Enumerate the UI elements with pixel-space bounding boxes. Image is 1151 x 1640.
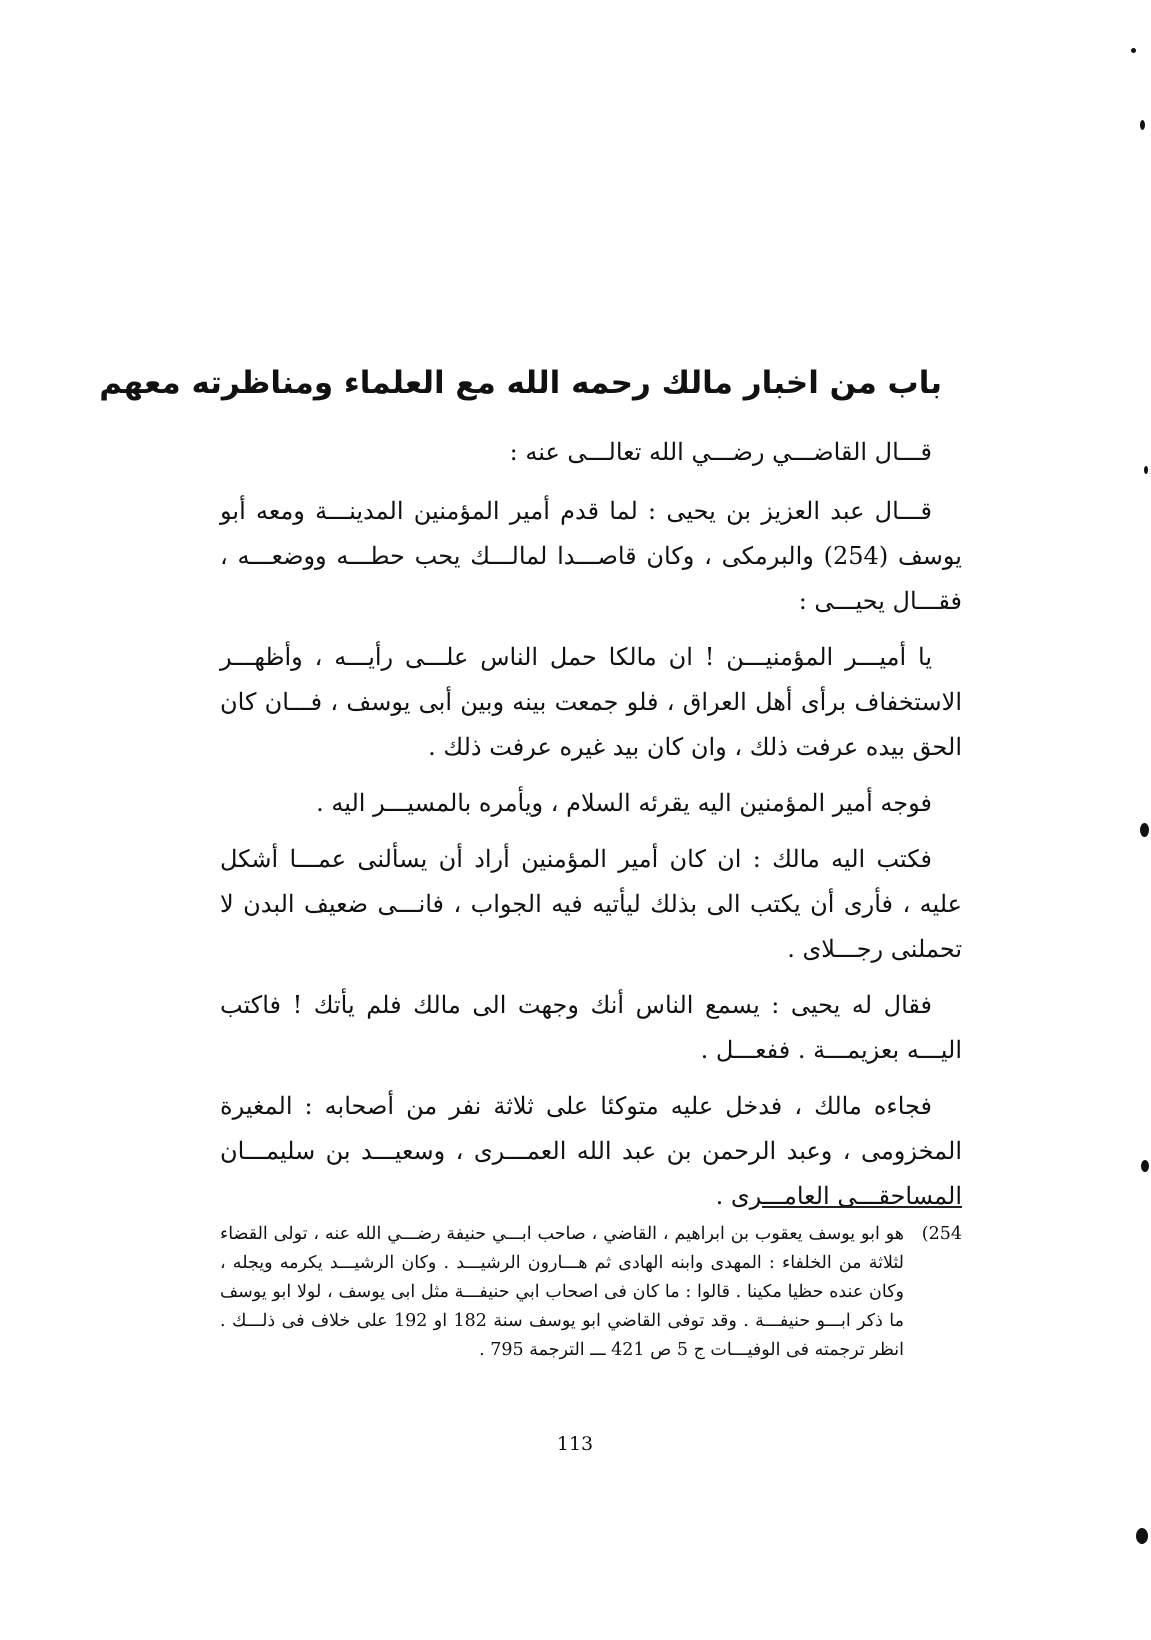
paragraph: يا أميـــر المؤمنيـــن ! ان مالكا حمل الناس علـــى رأيـــه ، وأظهـــر الاستخفاف برأى أهل العراق ، فلو جمعت بينه وبين أبى يوسف ، فـــان كان الحق بيده عرفت ذلك ، وان كان بيد غيره عرفت ذلك . [220, 643, 962, 761]
body-text [220, 430, 962, 1230]
scan-speck [1140, 823, 1149, 837]
paragraph: فوجه أمير المؤمنين اليه يقرئه السلام ، ويأمره بالمسيـــر اليه . [316, 789, 932, 817]
paragraph: فقال له يحيى : يسمع الناس أنك وجهت الى مالك فلم يأتك ! فاكتب اليـــه بعزيمـــة . ففعـــل . [220, 991, 962, 1064]
footnote [220, 1220, 962, 1365]
scan-speck [1136, 1528, 1148, 1544]
scan-speck [1141, 1160, 1149, 1172]
paragraph: قـــال عبد العزيز بن يحيى : لما قدم أمير المؤمنين المدينـــة ومعه أبو يوسف (254) والبرمكى ، وكان قاصـــدا لمالـــك يحب حطـــه ووضعـــه ، فقـــال يحيـــى : [220, 497, 962, 615]
footnote-separator [762, 1206, 962, 1208]
paragraph: فكتب اليه مالك : ان كان أمير المؤمنين أراد أن يسألنى عمـــا أشكل عليه ، فأرى أن يكتب الى بذلك ليأتيه فيه الجواب ، فانـــى ضعيف البدن لا تحملنى رجـــلاى . [220, 845, 962, 963]
scan-speck [1140, 120, 1145, 130]
page-number: 113 [556, 1433, 594, 1455]
footnote-number: (254 [921, 1224, 962, 1244]
scan-speck [1131, 48, 1136, 53]
scan-speck [1144, 466, 1148, 474]
paragraph: فجاءه مالك ، فدخل عليه متوكئا على ثلاثة نفر من أصحابه : المغيرة المخزومى ، وعبد الرحمن بن عبد الله العمـــرى ، وسعيـــد بن سليمـــان المساحقـــى العامـــرى . [220, 1092, 962, 1210]
footnote-text: هو ابو يوسف يعقوب بن ابراهيم ، القاضي ، صاحب ابـــي حنيفة رضـــي الله عنه ، تولى القضاء لثلاثة من الخلفاء : المهدى وابنه الهادى ثم هـــارون الرشيـــد . وكان الرشيـــد يكرمه ويجله ، وكان عنده حظيا مكينا . قالوا : ما كان فى اصحاب ابي حنيفـــة مثل ابى يوسف ، لولا ابو يوسف ما ذكر ابـــو حنيفـــة . وقد توفى القاضي ابو يوسف سنة 182 او 192 على خلاف فى ذلـــك . انظر ترجمته فى الوفيـــات ج 5 ص 421 ـــ الترجمة 795 . [220, 1224, 904, 1360]
paragraph: قـــال القاضـــي رضـــي الله تعالـــى عنه : [509, 438, 932, 466]
chapter-heading: باب من اخبار مالك رحمه الله مع العلماء ومناظرته معهم [99, 364, 942, 401]
